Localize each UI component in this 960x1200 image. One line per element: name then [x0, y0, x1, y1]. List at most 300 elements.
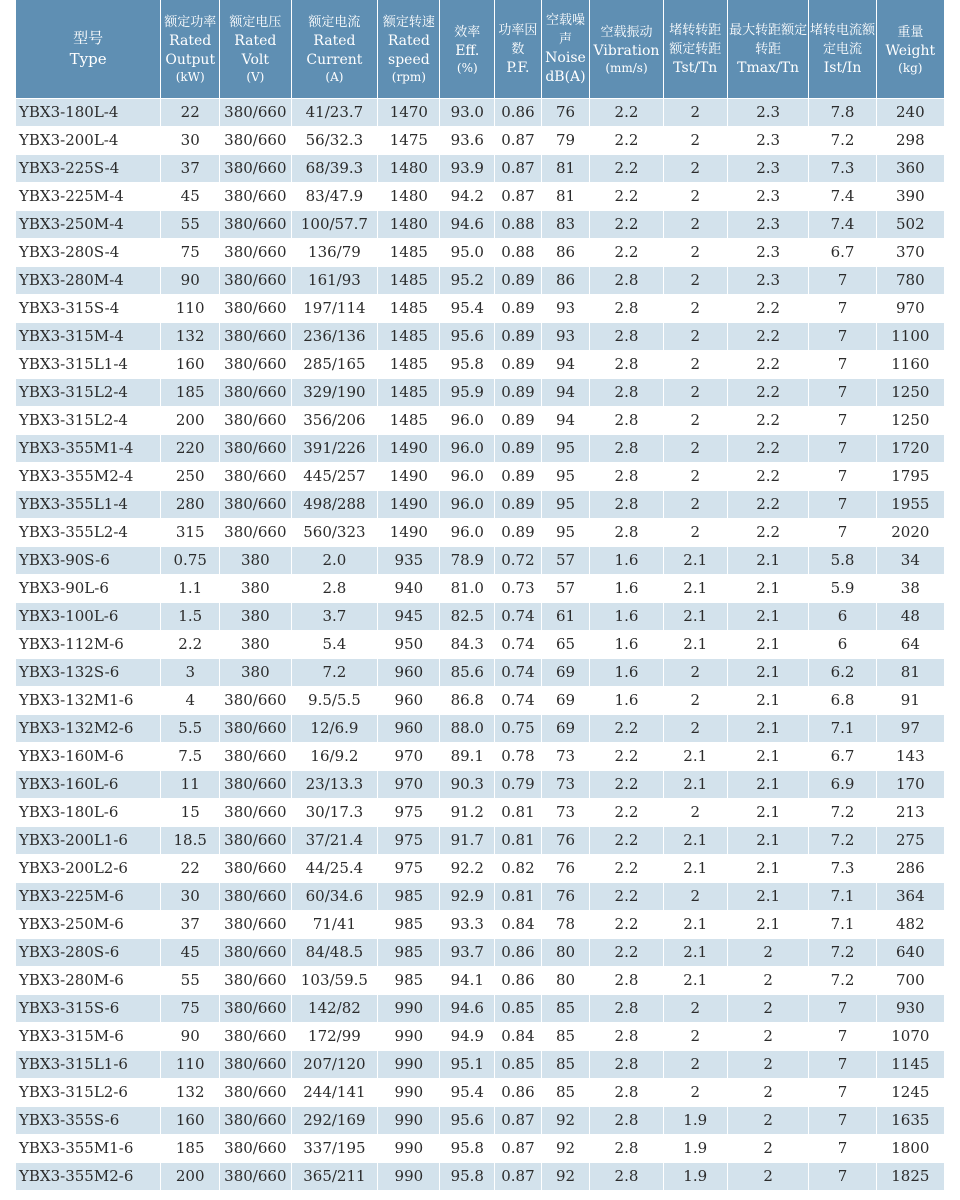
- value-cell: 85.6: [440, 659, 495, 687]
- value-cell: 85: [541, 1051, 590, 1079]
- table-row: [16, 687, 945, 715]
- value-cell: 95.8: [440, 1135, 495, 1163]
- value-cell: 0.89: [495, 519, 542, 547]
- value-cell: 0.81: [495, 827, 542, 855]
- value-cell: 2.2: [590, 127, 663, 155]
- value-cell: 2: [663, 211, 727, 239]
- value-cell: 380: [220, 547, 291, 575]
- value-cell: 61: [541, 603, 590, 631]
- value-cell: 1485: [378, 323, 440, 351]
- value-cell: 95: [541, 491, 590, 519]
- column-header-unit: (V): [246, 70, 265, 84]
- value-cell: 380/660: [220, 687, 291, 715]
- value-cell: 2.2: [590, 211, 663, 239]
- model-cell: YBX3-280S-4: [16, 239, 161, 267]
- value-cell: 285/165: [291, 351, 378, 379]
- value-cell: 502: [876, 211, 944, 239]
- value-cell: 370: [876, 239, 944, 267]
- value-cell: 64: [876, 631, 944, 659]
- value-cell: 44/25.4: [291, 855, 378, 883]
- value-cell: 380/660: [220, 967, 291, 995]
- table-row: [16, 267, 945, 295]
- table-body: [16, 99, 945, 1191]
- value-cell: 380: [220, 659, 291, 687]
- model-cell: YBX3-132M2-6: [16, 715, 161, 743]
- value-cell: 1485: [378, 351, 440, 379]
- value-cell: 380/660: [220, 407, 291, 435]
- value-cell: 207/120: [291, 1051, 378, 1079]
- value-cell: 7: [809, 267, 876, 295]
- value-cell: 4: [161, 687, 220, 715]
- table-row: [16, 967, 945, 995]
- model-cell: YBX3-225S-4: [16, 155, 161, 183]
- value-cell: 7.8: [809, 99, 876, 127]
- column-header-unit: (kW): [175, 70, 205, 84]
- value-cell: 985: [378, 883, 440, 911]
- value-cell: 2.2: [590, 911, 663, 939]
- value-cell: 81.0: [440, 575, 495, 603]
- column-header: [220, 0, 291, 99]
- table-row: [16, 827, 945, 855]
- value-cell: 2: [663, 995, 727, 1023]
- column-header: [727, 0, 809, 99]
- value-cell: 380/660: [220, 855, 291, 883]
- value-cell: 0.89: [495, 435, 542, 463]
- model-cell: YBX3-315M-6: [16, 1023, 161, 1051]
- value-cell: 78: [541, 911, 590, 939]
- value-cell: 7: [809, 351, 876, 379]
- value-cell: 2.1: [663, 631, 727, 659]
- value-cell: 55: [161, 211, 220, 239]
- model-cell: YBX3-90L-6: [16, 575, 161, 603]
- value-cell: 0.89: [495, 491, 542, 519]
- value-cell: 7.5: [161, 743, 220, 771]
- value-cell: 1160: [876, 351, 944, 379]
- value-cell: 95: [541, 519, 590, 547]
- value-cell: 1485: [378, 407, 440, 435]
- value-cell: 985: [378, 911, 440, 939]
- value-cell: 2.8: [590, 1079, 663, 1107]
- value-cell: 68/39.3: [291, 155, 378, 183]
- value-cell: 7: [809, 323, 876, 351]
- value-cell: 1145: [876, 1051, 944, 1079]
- value-cell: 2: [727, 1079, 809, 1107]
- value-cell: 94: [541, 351, 590, 379]
- value-cell: 96.0: [440, 491, 495, 519]
- column-header-zh: 额定电流: [308, 15, 361, 30]
- model-cell: YBX3-250M-4: [16, 211, 161, 239]
- value-cell: 92.2: [440, 855, 495, 883]
- value-cell: 0.87: [495, 1135, 542, 1163]
- value-cell: 7: [809, 1135, 876, 1163]
- value-cell: 95: [541, 435, 590, 463]
- value-cell: 95.1: [440, 1051, 495, 1079]
- value-cell: 990: [378, 1107, 440, 1135]
- value-cell: 2.2: [727, 435, 809, 463]
- value-cell: 1070: [876, 1023, 944, 1051]
- column-header-en: Tmax/Tn: [737, 59, 800, 76]
- value-cell: 15: [161, 799, 220, 827]
- column-header: [590, 0, 663, 99]
- value-cell: 2.2: [590, 883, 663, 911]
- value-cell: 1.6: [590, 687, 663, 715]
- value-cell: 142/82: [291, 995, 378, 1023]
- value-cell: 1720: [876, 435, 944, 463]
- value-cell: 7: [809, 519, 876, 547]
- value-cell: 2: [727, 967, 809, 995]
- value-cell: 2: [663, 155, 727, 183]
- value-cell: 960: [378, 687, 440, 715]
- value-cell: 2: [727, 995, 809, 1023]
- value-cell: 380/660: [220, 183, 291, 211]
- table-row: [16, 463, 945, 491]
- value-cell: 2.8: [590, 435, 663, 463]
- value-cell: 930: [876, 995, 944, 1023]
- column-header-zh: 额定转速: [382, 15, 435, 30]
- table-row: [16, 771, 945, 799]
- value-cell: 380/660: [220, 771, 291, 799]
- value-cell: 22: [161, 99, 220, 127]
- value-cell: 95.6: [440, 1107, 495, 1135]
- column-header: [378, 0, 440, 99]
- value-cell: 90: [161, 1023, 220, 1051]
- value-cell: 7: [809, 491, 876, 519]
- value-cell: 30: [161, 127, 220, 155]
- value-cell: 337/195: [291, 1135, 378, 1163]
- value-cell: 95: [541, 463, 590, 491]
- value-cell: 0.86: [495, 939, 542, 967]
- value-cell: 6.7: [809, 743, 876, 771]
- value-cell: 185: [161, 379, 220, 407]
- value-cell: 7.2: [809, 967, 876, 995]
- value-cell: 38: [876, 575, 944, 603]
- value-cell: 80: [541, 967, 590, 995]
- value-cell: 11: [161, 771, 220, 799]
- value-cell: 96.0: [440, 463, 495, 491]
- value-cell: 110: [161, 295, 220, 323]
- value-cell: 2.2: [727, 463, 809, 491]
- value-cell: 41/23.7: [291, 99, 378, 127]
- value-cell: 2.8: [590, 351, 663, 379]
- value-cell: 940: [378, 575, 440, 603]
- value-cell: 990: [378, 1163, 440, 1191]
- value-cell: 90: [161, 267, 220, 295]
- value-cell: 60/34.6: [291, 883, 378, 911]
- value-cell: 2: [663, 491, 727, 519]
- value-cell: 83: [541, 211, 590, 239]
- value-cell: 37: [161, 911, 220, 939]
- value-cell: 0.86: [495, 99, 542, 127]
- value-cell: 6.8: [809, 687, 876, 715]
- value-cell: 2.2: [590, 183, 663, 211]
- value-cell: 89.1: [440, 743, 495, 771]
- value-cell: 7: [809, 1023, 876, 1051]
- value-cell: 85: [541, 1023, 590, 1051]
- value-cell: 2.1: [727, 659, 809, 687]
- value-cell: 2: [663, 659, 727, 687]
- value-cell: 95.9: [440, 379, 495, 407]
- model-cell: YBX3-200L-4: [16, 127, 161, 155]
- value-cell: 7.2: [809, 939, 876, 967]
- value-cell: 0.78: [495, 743, 542, 771]
- value-cell: 0.73: [495, 575, 542, 603]
- value-cell: 2.3: [727, 239, 809, 267]
- value-cell: 380/660: [220, 267, 291, 295]
- value-cell: 380/660: [220, 1023, 291, 1051]
- value-cell: 86: [541, 267, 590, 295]
- value-cell: 2: [663, 99, 727, 127]
- value-cell: 1.5: [161, 603, 220, 631]
- value-cell: 93: [541, 295, 590, 323]
- value-cell: 69: [541, 715, 590, 743]
- value-cell: 0.75: [495, 715, 542, 743]
- value-cell: 185: [161, 1135, 220, 1163]
- value-cell: 69: [541, 687, 590, 715]
- value-cell: 380/660: [220, 1051, 291, 1079]
- column-header-unit: (%): [456, 60, 478, 75]
- value-cell: 6.2: [809, 659, 876, 687]
- value-cell: 2: [663, 883, 727, 911]
- value-cell: 365/211: [291, 1163, 378, 1191]
- value-cell: 560/323: [291, 519, 378, 547]
- value-cell: 2.1: [663, 939, 727, 967]
- value-cell: 329/190: [291, 379, 378, 407]
- column-header-unit: (rpm): [391, 70, 426, 84]
- value-cell: 96.0: [440, 519, 495, 547]
- value-cell: 0.86: [495, 1079, 542, 1107]
- column-header: [16, 0, 161, 99]
- value-cell: 84.3: [440, 631, 495, 659]
- value-cell: 93.6: [440, 127, 495, 155]
- value-cell: 975: [378, 827, 440, 855]
- value-cell: 0.82: [495, 855, 542, 883]
- value-cell: 0.74: [495, 687, 542, 715]
- value-cell: 37: [161, 155, 220, 183]
- model-cell: YBX3-315L2-4: [16, 407, 161, 435]
- table-row: [16, 407, 945, 435]
- value-cell: 71/41: [291, 911, 378, 939]
- value-cell: 1245: [876, 1079, 944, 1107]
- value-cell: 990: [378, 1023, 440, 1051]
- table-row: [16, 435, 945, 463]
- column-header-en: Ist/In: [823, 59, 862, 76]
- value-cell: 2.1: [663, 967, 727, 995]
- value-cell: 2: [727, 1107, 809, 1135]
- value-cell: 2: [727, 1163, 809, 1191]
- value-cell: 380/660: [220, 911, 291, 939]
- value-cell: 1.9: [663, 1163, 727, 1191]
- value-cell: 975: [378, 799, 440, 827]
- value-cell: 94.2: [440, 183, 495, 211]
- value-cell: 3: [161, 659, 220, 687]
- table-row: [16, 323, 945, 351]
- value-cell: 76: [541, 99, 590, 127]
- value-cell: 380/660: [220, 1079, 291, 1107]
- value-cell: 172/99: [291, 1023, 378, 1051]
- value-cell: 7: [809, 463, 876, 491]
- value-cell: 2.1: [663, 827, 727, 855]
- value-cell: 2.2: [590, 771, 663, 799]
- value-cell: 380/660: [220, 239, 291, 267]
- column-header-zh: 重量: [897, 24, 924, 40]
- value-cell: 2.2: [161, 631, 220, 659]
- column-header-en: Rated Current: [306, 33, 363, 68]
- value-cell: 7.2: [809, 827, 876, 855]
- value-cell: 0.74: [495, 631, 542, 659]
- column-header-zh: 空载噪声: [545, 13, 585, 47]
- value-cell: 1.6: [590, 631, 663, 659]
- value-cell: 85: [541, 995, 590, 1023]
- value-cell: 18.5: [161, 827, 220, 855]
- value-cell: 48: [876, 603, 944, 631]
- value-cell: 1485: [378, 295, 440, 323]
- value-cell: 103/59.5: [291, 967, 378, 995]
- value-cell: 2.1: [727, 855, 809, 883]
- table-row: [16, 1023, 945, 1051]
- value-cell: 0.87: [495, 1107, 542, 1135]
- value-cell: 132: [161, 1079, 220, 1107]
- value-cell: 2: [663, 687, 727, 715]
- value-cell: 2.1: [727, 911, 809, 939]
- value-cell: 380/660: [220, 155, 291, 183]
- value-cell: 2.8: [590, 1023, 663, 1051]
- value-cell: 390: [876, 183, 944, 211]
- table-row: [16, 211, 945, 239]
- value-cell: 95.2: [440, 267, 495, 295]
- table-row: [16, 603, 945, 631]
- value-cell: 92: [541, 1163, 590, 1191]
- table-header: [16, 0, 945, 99]
- table-row: [16, 295, 945, 323]
- column-header-en: Rated Output: [165, 33, 216, 68]
- value-cell: 1470: [378, 99, 440, 127]
- value-cell: 93: [541, 323, 590, 351]
- value-cell: 975: [378, 855, 440, 883]
- value-cell: 380/660: [220, 1135, 291, 1163]
- value-cell: 2.2: [590, 827, 663, 855]
- column-header-zh: 额定电压: [229, 15, 282, 30]
- value-cell: 2: [663, 1023, 727, 1051]
- value-cell: 0.88: [495, 211, 542, 239]
- value-cell: 0.85: [495, 995, 542, 1023]
- table-row: [16, 799, 945, 827]
- value-cell: 16/9.2: [291, 743, 378, 771]
- value-cell: 380: [220, 631, 291, 659]
- value-cell: 0.89: [495, 379, 542, 407]
- value-cell: 22: [161, 855, 220, 883]
- value-cell: 1.6: [590, 659, 663, 687]
- value-cell: 7: [809, 379, 876, 407]
- value-cell: 2.2: [590, 239, 663, 267]
- value-cell: 2: [663, 1079, 727, 1107]
- value-cell: 970: [378, 771, 440, 799]
- value-cell: 2.2: [727, 407, 809, 435]
- value-cell: 990: [378, 1051, 440, 1079]
- table-row: [16, 743, 945, 771]
- value-cell: 0.89: [495, 295, 542, 323]
- value-cell: 85: [541, 1079, 590, 1107]
- table-row: [16, 911, 945, 939]
- value-cell: 95.4: [440, 295, 495, 323]
- value-cell: 1.6: [590, 575, 663, 603]
- value-cell: 7: [809, 1079, 876, 1107]
- value-cell: 275: [876, 827, 944, 855]
- value-cell: 93.0: [440, 99, 495, 127]
- value-cell: 95.6: [440, 323, 495, 351]
- value-cell: 7.3: [809, 855, 876, 883]
- value-cell: 2.8: [590, 1051, 663, 1079]
- column-header-en: Weight: [885, 42, 936, 59]
- value-cell: 2.2: [590, 939, 663, 967]
- value-cell: 380/660: [220, 295, 291, 323]
- value-cell: 380/660: [220, 995, 291, 1023]
- value-cell: 380/660: [220, 463, 291, 491]
- value-cell: 2.1: [727, 687, 809, 715]
- value-cell: 960: [378, 659, 440, 687]
- value-cell: 2.1: [727, 631, 809, 659]
- value-cell: 92.9: [440, 883, 495, 911]
- value-cell: 95.8: [440, 351, 495, 379]
- model-cell: YBX3-200L2-6: [16, 855, 161, 883]
- value-cell: 286: [876, 855, 944, 883]
- value-cell: 94: [541, 379, 590, 407]
- value-cell: 2: [663, 799, 727, 827]
- value-cell: 81: [876, 659, 944, 687]
- value-cell: 1100: [876, 323, 944, 351]
- column-header-en: Vibration: [593, 42, 660, 59]
- value-cell: 0.72: [495, 547, 542, 575]
- value-cell: 82.5: [440, 603, 495, 631]
- table-row: [16, 1051, 945, 1079]
- value-cell: 75: [161, 239, 220, 267]
- column-header: [161, 0, 220, 99]
- value-cell: 0.79: [495, 771, 542, 799]
- value-cell: 1825: [876, 1163, 944, 1191]
- value-cell: 2.1: [727, 715, 809, 743]
- value-cell: 76: [541, 855, 590, 883]
- table-row: [16, 519, 945, 547]
- model-cell: YBX3-132S-6: [16, 659, 161, 687]
- value-cell: 0.89: [495, 267, 542, 295]
- value-cell: 970: [378, 743, 440, 771]
- value-cell: 2.8: [590, 379, 663, 407]
- value-cell: 240: [876, 99, 944, 127]
- value-cell: 2: [663, 295, 727, 323]
- value-cell: 161/93: [291, 267, 378, 295]
- value-cell: 9.5/5.5: [291, 687, 378, 715]
- value-cell: 380/660: [220, 1107, 291, 1135]
- value-cell: 1250: [876, 407, 944, 435]
- value-cell: 1485: [378, 239, 440, 267]
- table-row: [16, 631, 945, 659]
- value-cell: 380/660: [220, 323, 291, 351]
- value-cell: 2.1: [663, 743, 727, 771]
- value-cell: 970: [876, 295, 944, 323]
- value-cell: 360: [876, 155, 944, 183]
- value-cell: 7.1: [809, 911, 876, 939]
- column-header-en: Type: [69, 50, 107, 68]
- value-cell: 2: [663, 379, 727, 407]
- value-cell: 445/257: [291, 463, 378, 491]
- column-header: [440, 0, 495, 99]
- value-cell: 945: [378, 603, 440, 631]
- model-cell: YBX3-355M1-6: [16, 1135, 161, 1163]
- column-header-zh: 最大转距额定转距: [729, 22, 808, 57]
- value-cell: 2.3: [727, 211, 809, 239]
- column-header-zh: 堵转转距额定转距: [669, 22, 722, 57]
- value-cell: 2.1: [727, 771, 809, 799]
- value-cell: 93.7: [440, 939, 495, 967]
